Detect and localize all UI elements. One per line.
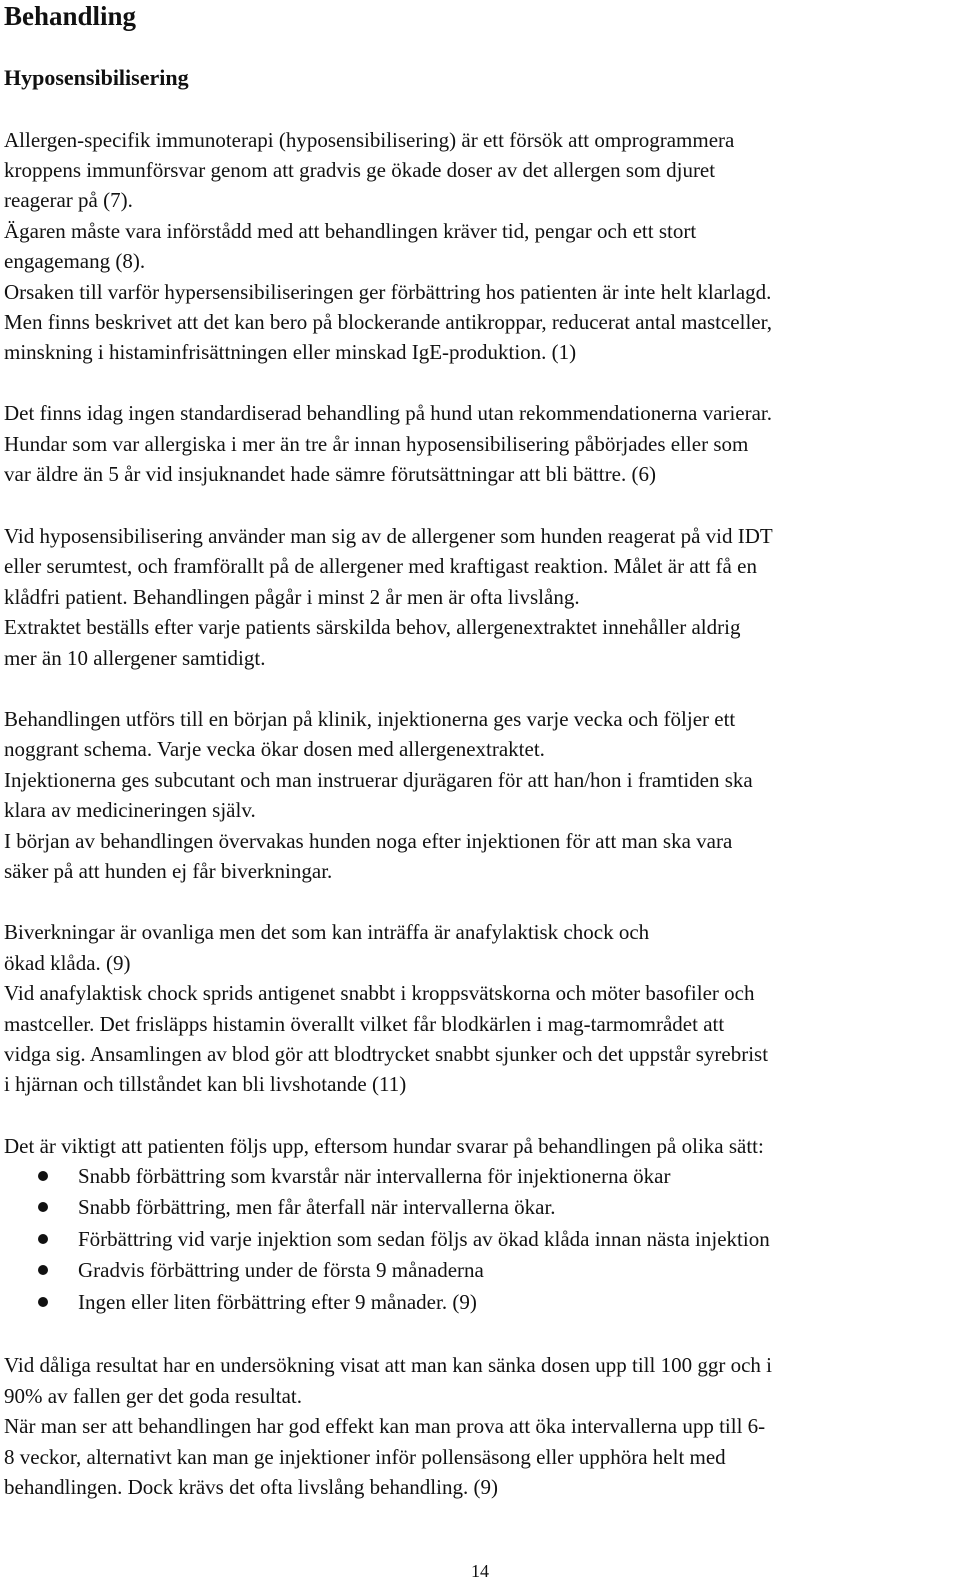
text-line: klara av medicineringen själv. <box>4 798 256 822</box>
text-line: eller serumtest, och framförallt på de allergener med kraftigast reaktion. Målet är att få en <box>4 554 757 578</box>
text-line: kroppens immunförsvar genom att gradvis ge ökade doser av det allergen som djuret <box>4 158 716 182</box>
text-line: Vid hyposensibilisering använder man sig av de allergener som hunden reagerat på vid IDT <box>4 524 773 548</box>
list-item-text: Ingen eller liten förbättring efter 9 månader. (9) <box>78 1290 477 1314</box>
text-line: säker på att hunden ej får biverkningar. <box>4 859 333 883</box>
text-line: ökad klåda. (9) <box>4 951 131 975</box>
text-line: 8 veckor, alternativt kan man ge injektioner inför pollensäsong eller upphöra helt med <box>4 1445 726 1469</box>
text-line: Injektionerna ges subcutant och man instruerar djurägaren för att han/hon i framtiden ska <box>4 768 753 792</box>
text-line: Behandlingen utförs till en början på klinik, injektionerna ges varje vecka och följer ett <box>4 707 736 731</box>
text-line: behandlingen. Dock krävs det ofta livslång behandling. (9) <box>4 1475 498 1499</box>
text-line: När man ser att behandlingen har god effekt kan man prova att öka intervallerna upp till 6- <box>4 1414 766 1438</box>
text-line: Det är viktigt att patienten följs upp, eftersom hundar svarar på behandlingen på olika sätt: <box>4 1134 764 1158</box>
text-line: i hjärnan och tillståndet kan bli livshotande (11) <box>4 1072 407 1096</box>
text-line: Extraktet beställs efter varje patients särskilda behov, allergenextraktet innehåller aldrig <box>4 615 741 639</box>
text-line: var äldre än 5 år vid insjuknandet hade sämre förutsättningar att bli bättre. (6) <box>4 462 656 486</box>
text-line: minskning i histaminfrisättningen eller minskad IgE-produktion. (1) <box>4 340 577 364</box>
list-item-text: Förbättring vid varje injektion som sedan följs av ökad klåda innan nästa injektion <box>78 1227 770 1251</box>
text-line: Det finns idag ingen standardiserad behandling på hund utan rekommendationerna varierar. <box>4 401 772 425</box>
text-line: Men finns beskrivet att det kan bero på blockerande antikroppar, reducerat antal mastceller, <box>4 310 772 334</box>
text-line: I början av behandlingen övervakas hunden noga efter injektionen för att man ska vara <box>4 829 733 853</box>
page-number: 14 <box>471 1561 489 1581</box>
text-line: mer än 10 allergener samtidigt. <box>4 646 266 670</box>
text-line: Orsaken till varför hypersensibiliseringen ger förbättring hos patienten är inte helt klarlagd. <box>4 280 772 304</box>
text-line: Vid dåliga resultat har en undersökning visat att man kan sänka dosen upp till 100 ggr och i <box>4 1353 772 1377</box>
bullet-icon <box>38 1202 48 1212</box>
text-line: Hundar som var allergiska i mer än tre år innan hyposensibilisering påbörjades eller som <box>4 432 749 456</box>
text-line: reagerar på (7). <box>4 188 133 212</box>
list-item-text: Snabb förbättring, men får återfall när intervallerna ökar. <box>78 1195 556 1219</box>
text-line: Ägaren måste vara införstådd med att behandlingen kräver tid, pengar och ett stort <box>4 219 697 243</box>
bullet-icon <box>38 1297 48 1307</box>
bullet-icon <box>38 1265 48 1275</box>
bullet-icon <box>38 1171 48 1181</box>
text-line: Vid anafylaktisk chock sprids antigenet snabbt i kroppsvätskorna och möter basofiler och <box>4 981 755 1005</box>
text-line: Biverkningar är ovanliga men det som kan inträffa är anafylaktisk chock och <box>4 920 650 944</box>
page-title: Behandling <box>4 1 137 31</box>
text-line: engagemang (8). <box>4 249 146 273</box>
text-line: noggrant schema. Varje vecka ökar dosen med allergenextraktet. <box>4 737 545 761</box>
text-line: vidga sig. Ansamlingen av blod gör att blodtrycket snabbt sjunker och det uppstår syrebrist <box>4 1042 769 1066</box>
section-heading: Hyposensibilisering <box>4 65 189 90</box>
bullet-icon <box>38 1234 48 1244</box>
list-item-text: Gradvis förbättring under de första 9 månaderna <box>78 1258 484 1282</box>
text-line: mastceller. Det frisläpps histamin överallt vilket får blodkärlen i mag-tarmområdet att <box>4 1012 725 1036</box>
text-line: 90% av fallen ger det goda resultat. <box>4 1384 302 1408</box>
text-line: klådfri patient. Behandlingen pågår i minst 2 år men är ofta livslång. <box>4 585 580 609</box>
text-line: Allergen-specifik immunoterapi (hyposensibilisering) är ett försök att omprogrammera <box>4 128 735 152</box>
list-item-text: Snabb förbättring som kvarstår när intervallerna för injektionerna ökar <box>78 1164 671 1188</box>
